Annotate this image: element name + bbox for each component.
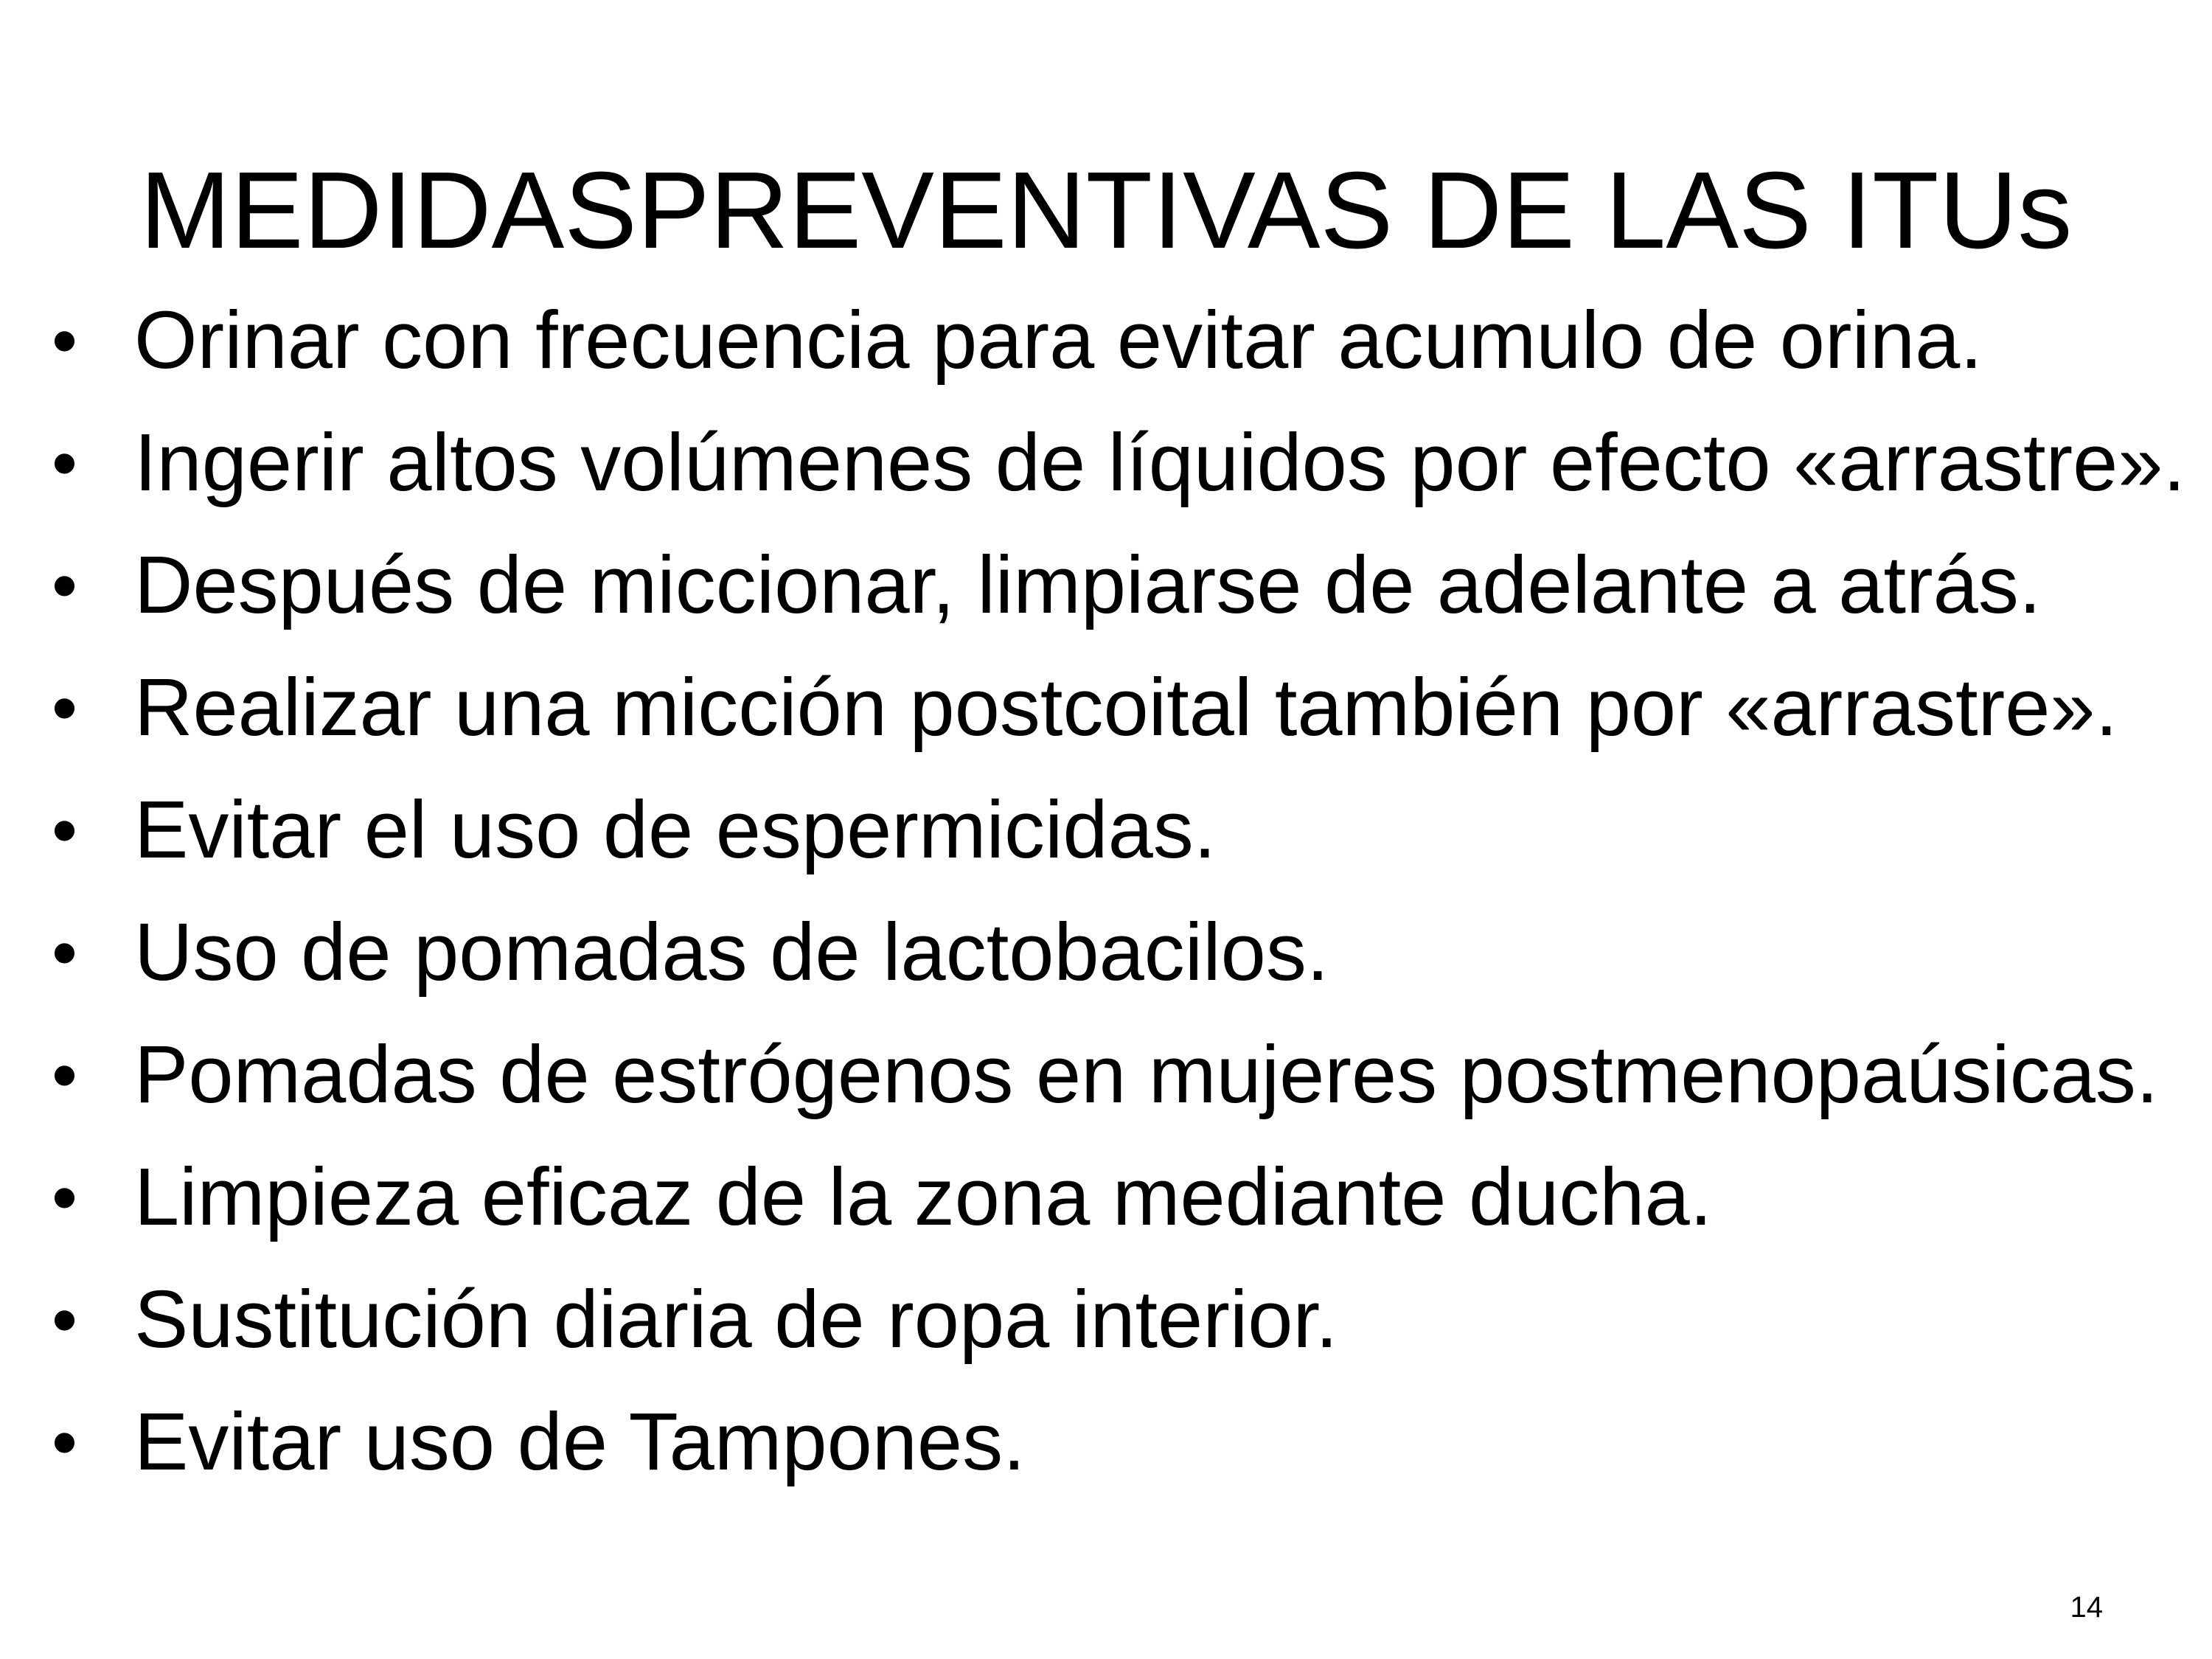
list-item — [0, 411, 2212, 515]
bullet-icon: • — [52, 299, 78, 382]
bullet-icon: • — [52, 422, 78, 504]
bullet-icon: • — [52, 667, 78, 749]
list-item — [0, 901, 2212, 1004]
bullet-icon: • — [52, 1034, 78, 1116]
bullet-text: Evitar el uso de espermicidas. — [134, 785, 1217, 875]
bullet-text: Sustitución diaria de ropa interior. — [134, 1274, 1338, 1365]
bullet-text: Orinar con frecuencia para evitar acumulo de orina. — [134, 295, 1983, 386]
list-item — [0, 1146, 2212, 1249]
bullet-text: Pomadas de estrógenos en mujeres postmenopaúsicas. — [134, 1029, 2159, 1120]
bullet-text: Ingerir altos volúmenes de líquidos por efecto «arrastre». — [134, 417, 2186, 508]
bullet-text: Uso de pomadas de lactobacilos. — [134, 907, 1329, 998]
page-number: 14 — [2070, 1591, 2103, 1624]
list-item — [0, 1023, 2212, 1127]
list-item — [0, 779, 2212, 882]
slide-title: MEDIDASPREVENTIVAS DE LAS ITUs — [139, 150, 2073, 271]
list-item — [0, 656, 2212, 759]
bullet-text: Realizar una micción postcoital también por «arrastre». — [134, 662, 2118, 753]
bullet-icon: • — [52, 1156, 78, 1239]
bullet-text: Limpieza eficaz de la zona mediante ducha. — [134, 1152, 1713, 1242]
bullet-icon: • — [52, 911, 78, 994]
list-item — [0, 1391, 2212, 1494]
bullet-text: Después de miccionar, limpiarse de adelante a atrás. — [134, 540, 2042, 630]
list-item — [0, 1268, 2212, 1371]
bullet-icon: • — [52, 789, 78, 872]
bullet-icon: • — [52, 1401, 78, 1484]
bullet-icon: • — [52, 544, 78, 627]
list-item — [0, 289, 2212, 392]
bullet-icon: • — [52, 1279, 78, 1361]
list-item — [0, 534, 2212, 637]
bullet-text: Evitar uso de Tampones. — [134, 1397, 1026, 1487]
